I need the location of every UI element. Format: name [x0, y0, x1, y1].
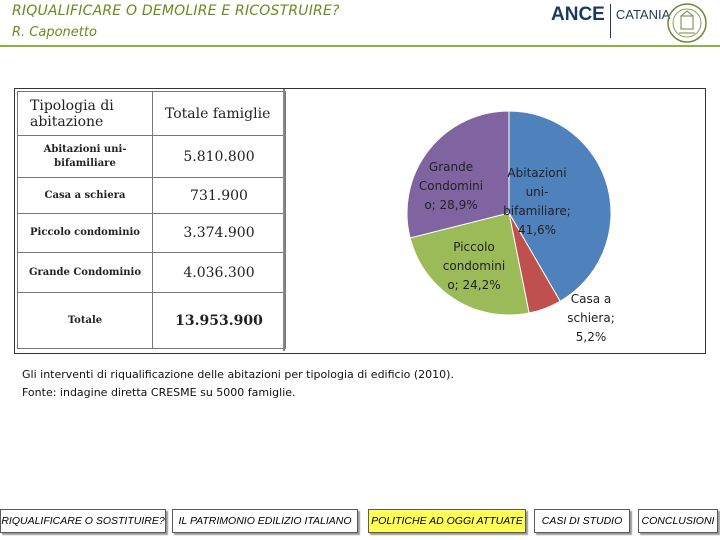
figure-panel [14, 88, 706, 354]
row-value: 13.953.900 [153, 293, 286, 349]
figure-caption [22, 366, 454, 402]
pie-slice-label: Abitazioni uni-bifamiliare; 41,6% [503, 166, 571, 237]
row-type: Casa a schiera [18, 178, 153, 214]
seal-icon [666, 2, 708, 44]
table-row [18, 178, 286, 214]
header-total: Totale famiglie [153, 92, 286, 136]
pie-chart [285, 89, 705, 351]
nav-button-riqualificare[interactable]: RIQUALIFICARE O SOSTITUIRE? [0, 509, 166, 533]
ance-logo [551, 4, 670, 42]
logo-separator [610, 4, 611, 38]
nav-button-patrimonio[interactable]: IL PATRIMONIO EDILIZIO ITALIANO [172, 509, 358, 533]
pie-slice-label: Casa a schiera; 5,2% [567, 292, 615, 344]
slide-author: R. Caponetto [12, 25, 97, 40]
row-value: 731.900 [153, 178, 286, 214]
caption-source: Fonte: indagine diretta CRESME su 5000 famiglie. [22, 386, 296, 399]
row-type: Piccolo condominio [18, 214, 153, 253]
table-row [18, 253, 286, 293]
caption-line: Gli interventi di riqualificazione delle abitazioni per tipologia di edificio (2010). [22, 368, 454, 381]
table-header-row [18, 92, 286, 136]
header-divider [0, 45, 720, 47]
header-type: Tipologia di abitazione [18, 92, 153, 136]
pie-slice-label: Grande Condomini o; 28,9% [418, 160, 484, 212]
row-value: 4.036.300 [153, 253, 286, 293]
row-value: 3.374.900 [153, 214, 286, 253]
row-type: Abitazioni uni-bifamiliare [18, 136, 153, 178]
slide-title: RIQUALIFICARE O DEMOLIRE E RICOSTRUIRE? [12, 3, 340, 19]
logo-city-text: CATANIA [615, 7, 671, 22]
row-type: Totale [18, 293, 153, 349]
pie-slice-label: Piccolo condomini o; 24,2% [442, 240, 506, 292]
nav-button-conclusioni[interactable]: CONCLUSIONI [638, 509, 718, 533]
table-row [18, 293, 286, 349]
footer-nav [0, 503, 720, 540]
row-type: Grande Condominio [18, 253, 153, 293]
table-row [18, 214, 286, 253]
logo-main-text: ANCE [551, 4, 605, 25]
nav-button-politiche[interactable]: POLITICHE AD OGGI ATTUATE [368, 509, 526, 533]
nav-button-casi[interactable]: CASI DI STUDIO [534, 509, 630, 533]
row-value: 5.810.800 [153, 136, 286, 178]
families-table [17, 91, 286, 349]
table-row [18, 136, 286, 178]
